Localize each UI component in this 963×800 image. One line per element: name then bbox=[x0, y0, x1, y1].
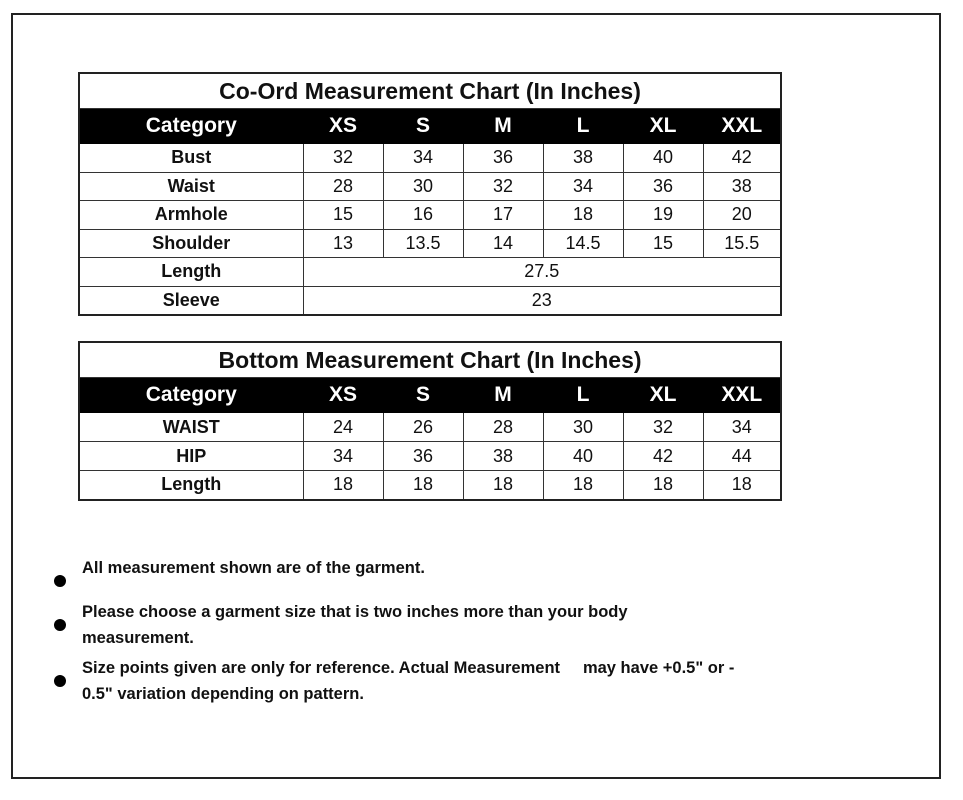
column-header-category: Category bbox=[79, 109, 303, 144]
table-cell: 18 bbox=[703, 471, 781, 500]
table-cell: 26 bbox=[383, 413, 463, 442]
table-cell: 34 bbox=[303, 442, 383, 471]
bullet-icon bbox=[54, 675, 66, 687]
row-label-shoulder: Shoulder bbox=[79, 229, 303, 258]
column-header-s: S bbox=[383, 378, 463, 413]
table-cell: 38 bbox=[703, 172, 781, 201]
row-label-waist: WAIST bbox=[79, 413, 303, 442]
column-header-s: S bbox=[383, 109, 463, 144]
table-cell: 42 bbox=[623, 442, 703, 471]
column-header-xxl: XXL bbox=[703, 109, 781, 144]
notes-list bbox=[50, 555, 810, 711]
table-cell: 36 bbox=[623, 172, 703, 201]
table-row bbox=[79, 229, 781, 258]
list-item bbox=[50, 655, 810, 707]
column-header-l: L bbox=[543, 109, 623, 144]
table-cell: 14 bbox=[463, 229, 543, 258]
list-item bbox=[50, 599, 810, 651]
table-cell: 19 bbox=[623, 201, 703, 230]
table-cell: 18 bbox=[623, 471, 703, 500]
row-label-armhole: Armhole bbox=[79, 201, 303, 230]
table-cell: 13.5 bbox=[383, 229, 463, 258]
table-cell: 30 bbox=[543, 413, 623, 442]
column-header-xs: XS bbox=[303, 109, 383, 144]
table-cell: 34 bbox=[383, 144, 463, 173]
table-cell: 15.5 bbox=[703, 229, 781, 258]
column-header-xl: XL bbox=[623, 378, 703, 413]
list-item bbox=[50, 555, 810, 581]
table-cell: 20 bbox=[703, 201, 781, 230]
table-cell: 34 bbox=[703, 413, 781, 442]
table-cell: 40 bbox=[543, 442, 623, 471]
column-header-xxl: XXL bbox=[703, 378, 781, 413]
table-cell: 18 bbox=[463, 471, 543, 500]
table-cell: 36 bbox=[463, 144, 543, 173]
row-label-sleeve: Sleeve bbox=[79, 286, 303, 315]
table-cell: 13 bbox=[303, 229, 383, 258]
table-cell: 44 bbox=[703, 442, 781, 471]
coord-table-title: Co-Ord Measurement Chart (In Inches) bbox=[79, 73, 781, 109]
bottom-table-title: Bottom Measurement Chart (In Inches) bbox=[79, 342, 781, 378]
table-cell: 18 bbox=[543, 201, 623, 230]
column-header-category: Category bbox=[79, 378, 303, 413]
table-cell: 32 bbox=[303, 144, 383, 173]
table-row bbox=[79, 201, 781, 230]
table-cell: 28 bbox=[463, 413, 543, 442]
row-label-length: Length bbox=[79, 258, 303, 287]
table-cell: 32 bbox=[623, 413, 703, 442]
table-row bbox=[79, 172, 781, 201]
table-cell: 34 bbox=[543, 172, 623, 201]
table-row bbox=[79, 471, 781, 500]
bottom-measurement-table bbox=[78, 341, 782, 501]
table-cell: 32 bbox=[463, 172, 543, 201]
table-cell: 24 bbox=[303, 413, 383, 442]
table-row bbox=[79, 413, 781, 442]
row-label-hip: HIP bbox=[79, 442, 303, 471]
table-cell: 18 bbox=[303, 471, 383, 500]
table-cell: 18 bbox=[383, 471, 463, 500]
table-cell-spanned: 27.5 bbox=[303, 258, 781, 287]
table-cell: 15 bbox=[623, 229, 703, 258]
table-cell: 28 bbox=[303, 172, 383, 201]
table-cell: 36 bbox=[383, 442, 463, 471]
bullet-icon bbox=[54, 575, 66, 587]
table-cell: 16 bbox=[383, 201, 463, 230]
table-cell: 18 bbox=[543, 471, 623, 500]
row-label-bust: Bust bbox=[79, 144, 303, 173]
note-line: Size points given are only for reference. Actual Measurement may have +0.5" or - bbox=[82, 659, 735, 677]
table-cell-spanned: 23 bbox=[303, 286, 781, 315]
table-cell: 15 bbox=[303, 201, 383, 230]
note-line: All measurement shown are of the garment. bbox=[82, 559, 425, 577]
column-header-l: L bbox=[543, 378, 623, 413]
note-line: Please choose a garment size that is two inches more than your body bbox=[82, 603, 628, 621]
column-header-m: M bbox=[463, 378, 543, 413]
table-cell: 17 bbox=[463, 201, 543, 230]
table-cell: 38 bbox=[463, 442, 543, 471]
bullet-icon bbox=[54, 619, 66, 631]
table-cell: 42 bbox=[703, 144, 781, 173]
column-header-xl: XL bbox=[623, 109, 703, 144]
table-row bbox=[79, 258, 781, 287]
coord-measurement-table bbox=[78, 72, 782, 316]
column-header-m: M bbox=[463, 109, 543, 144]
row-label-length: Length bbox=[79, 471, 303, 500]
table-row bbox=[79, 442, 781, 471]
column-header-xs: XS bbox=[303, 378, 383, 413]
table-cell: 38 bbox=[543, 144, 623, 173]
note-line: 0.5" variation depending on pattern. bbox=[82, 685, 364, 703]
table-cell: 40 bbox=[623, 144, 703, 173]
table-cell: 30 bbox=[383, 172, 463, 201]
table-cell: 14.5 bbox=[543, 229, 623, 258]
table-row bbox=[79, 286, 781, 315]
table-row bbox=[79, 144, 781, 173]
row-label-waist: Waist bbox=[79, 172, 303, 201]
note-line: measurement. bbox=[82, 629, 194, 647]
